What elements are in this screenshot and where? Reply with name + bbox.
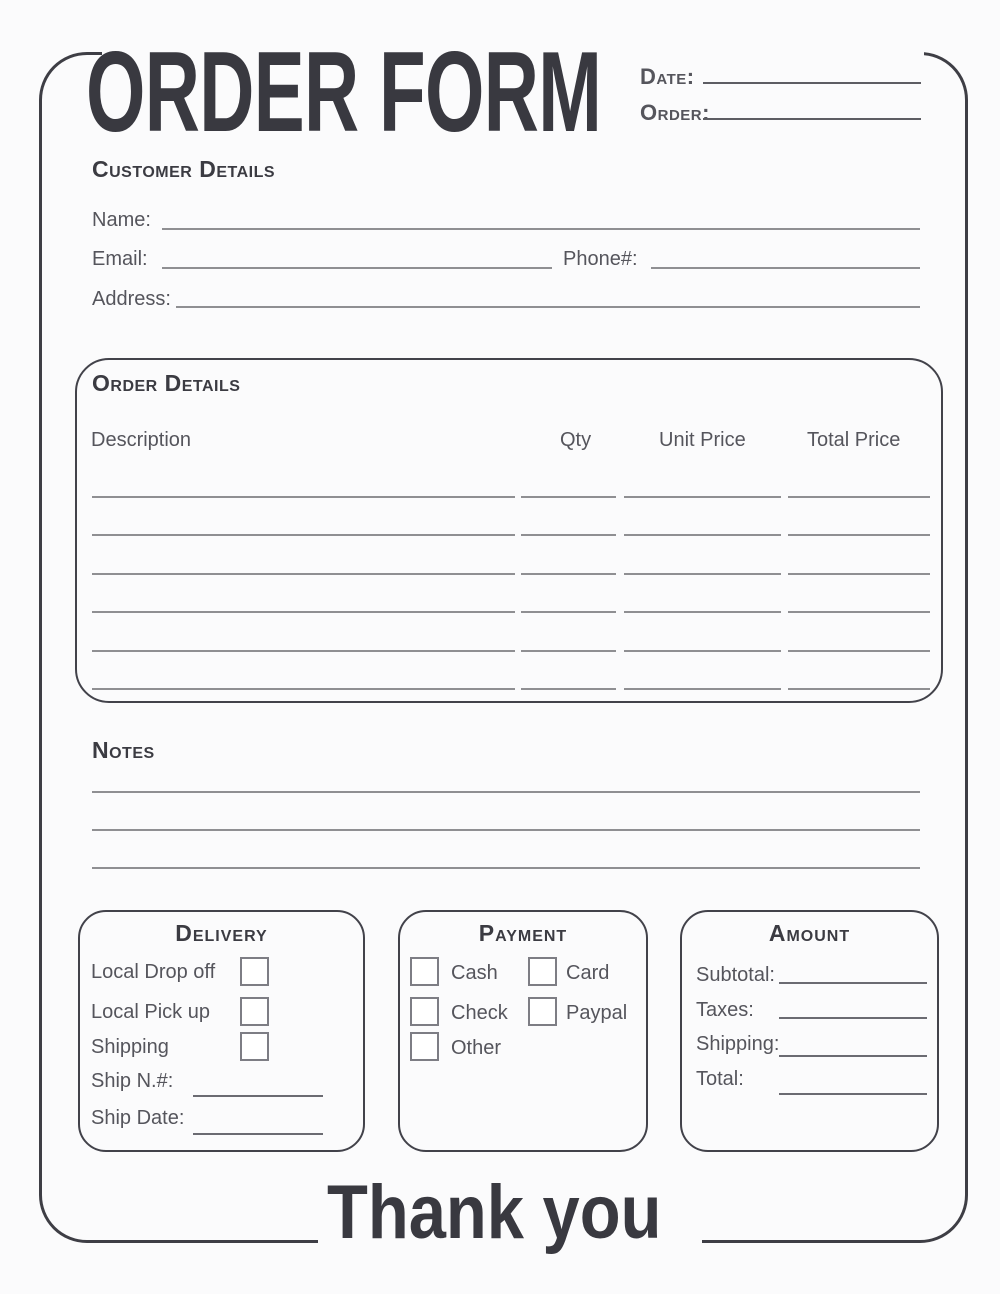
amount-heading: Amount (768, 920, 851, 946)
subtotal-input-line[interactable] (779, 982, 927, 984)
row5-description-line[interactable] (92, 650, 515, 652)
row1-description-line[interactable] (92, 496, 515, 498)
row3-description-line[interactable] (92, 573, 515, 575)
delivery-heading: Delivery (175, 920, 268, 946)
row2-description-line[interactable] (92, 534, 515, 536)
page-title: ORDER FORM (86, 29, 602, 156)
card-label: Card (566, 962, 610, 984)
card-checkbox[interactable] (528, 957, 557, 986)
local-pick-up-checkbox[interactable] (240, 997, 269, 1026)
email-label: Email: (92, 248, 148, 270)
taxes-input-line[interactable] (779, 1017, 927, 1019)
total-label: Total: (696, 1068, 744, 1090)
column-header-qty: Qty (560, 429, 592, 451)
check-label: Check (451, 1002, 508, 1024)
row6-description-line[interactable] (92, 688, 515, 690)
row6-qty-line[interactable] (521, 688, 616, 690)
notes-line-1[interactable] (92, 791, 920, 793)
notes-line-3[interactable] (92, 867, 920, 869)
cash-checkbox[interactable] (410, 957, 439, 986)
local-pick-up-label: Local Pick up (91, 1001, 210, 1023)
row2-unit-price-line[interactable] (624, 534, 781, 536)
row3-qty-line[interactable] (521, 573, 616, 575)
shipping-amount-label: Shipping: (696, 1033, 780, 1055)
column-header-unit-price: Unit Price (659, 429, 746, 451)
name-input-line[interactable] (162, 228, 920, 230)
row4-qty-line[interactable] (521, 611, 616, 613)
local-drop-off-label: Local Drop off (91, 961, 216, 983)
taxes-label: Taxes: (696, 999, 754, 1021)
row4-total-price-line[interactable] (788, 611, 930, 613)
row3-unit-price-line[interactable] (624, 573, 781, 575)
row1-qty-line[interactable] (521, 496, 616, 498)
column-header-total-price: Total Price (807, 429, 901, 451)
row5-total-price-line[interactable] (788, 650, 930, 652)
row6-unit-price-line[interactable] (624, 688, 781, 690)
order-number-label: Order: (640, 100, 710, 125)
check-checkbox[interactable] (410, 997, 439, 1026)
subtotal-label: Subtotal: (696, 964, 775, 986)
address-input-line[interactable] (176, 306, 920, 308)
phone-input-line[interactable] (651, 267, 920, 269)
payment-heading: Payment (478, 920, 568, 946)
notes-line-2[interactable] (92, 829, 920, 831)
phone-label: Phone#: (563, 248, 638, 270)
row4-unit-price-line[interactable] (624, 611, 781, 613)
order-details-heading: Order Details (92, 370, 241, 396)
row5-qty-line[interactable] (521, 650, 616, 652)
other-checkbox[interactable] (410, 1032, 439, 1061)
address-label: Address: (92, 288, 171, 310)
total-input-line[interactable] (779, 1093, 927, 1095)
row1-total-price-line[interactable] (788, 496, 930, 498)
date-input-line[interactable] (703, 82, 921, 84)
shipping-option-label: Shipping (91, 1036, 169, 1058)
date-label: Date: (640, 64, 695, 89)
customer-details-heading: Customer Details (92, 156, 276, 182)
paypal-checkbox[interactable] (528, 997, 557, 1026)
email-input-line[interactable] (162, 267, 552, 269)
cash-label: Cash (451, 962, 498, 984)
row4-description-line[interactable] (92, 611, 515, 613)
row6-total-price-line[interactable] (788, 688, 930, 690)
other-label: Other (451, 1037, 502, 1059)
local-drop-off-checkbox[interactable] (240, 957, 269, 986)
name-label: Name: (92, 209, 151, 231)
ship-number-label: Ship N.#: (91, 1070, 174, 1092)
row1-unit-price-line[interactable] (624, 496, 781, 498)
ship-number-input-line[interactable] (193, 1095, 323, 1097)
column-header-description: Description (91, 429, 192, 451)
ship-date-label: Ship Date: (91, 1107, 185, 1129)
notes-heading: Notes (92, 737, 155, 763)
shipping-option-checkbox[interactable] (240, 1032, 269, 1061)
row3-total-price-line[interactable] (788, 573, 930, 575)
paypal-label: Paypal (566, 1002, 628, 1024)
order-number-input-line[interactable] (703, 118, 921, 120)
thank-you-text: Thank you (327, 1170, 662, 1255)
row5-unit-price-line[interactable] (624, 650, 781, 652)
shipping-amount-input-line[interactable] (779, 1055, 927, 1057)
ship-date-input-line[interactable] (193, 1133, 323, 1135)
row2-total-price-line[interactable] (788, 534, 930, 536)
row2-qty-line[interactable] (521, 534, 616, 536)
